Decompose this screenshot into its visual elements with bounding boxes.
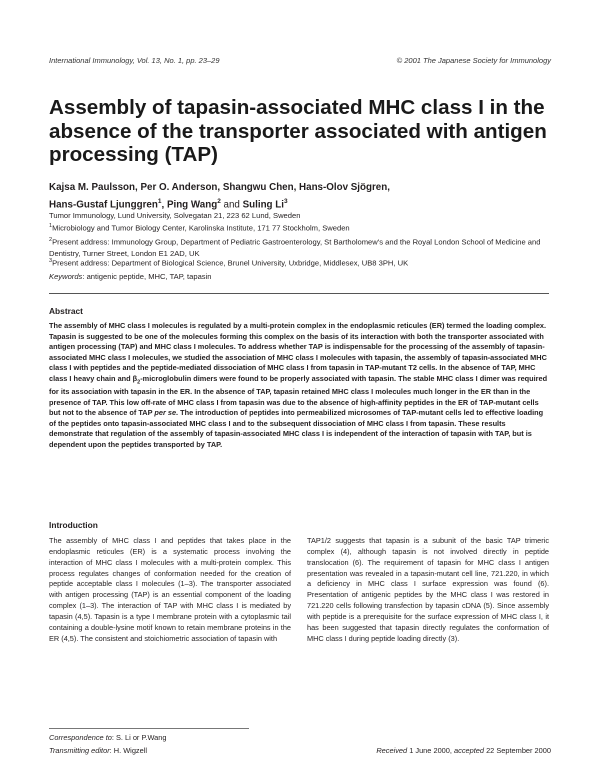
keywords: [49, 272, 212, 281]
keywords-label: Keywords: [49, 272, 83, 281]
affiliation-main: Tumor Immunology, Lund University, Solvegatan 21, 223 62 Lund, Sweden: [49, 211, 301, 220]
journal-citation: International Immunology, Vol. 13, No. 1, pp. 23–29: [49, 56, 220, 65]
affiliation-3: $^3$Present address: Department of Biological Science, Brunel University, Uxbridge, Middlesex, UB8 3PH, UK: [49, 258, 409, 268]
intro-column-right: TAP1/2 suggests that tapasin is a subunit of the basic TAP trimeric complex (4), although tapasin is not involved directly in peptide translocation (6). The requirement of tapasin for MHC class I antigen presentation was revealed in a tapasin-mutant cell line, 721.220, in which a deficiency in MHC class I surface expression was found (6). Presentation of antigenic peptides by the MHC class I was restored in 721.220 cells following transfection by tapasin cDNA (5). Since assembly with peptide is a prerequisite for the surface expression of MHC class I, it has been suggested that tapasin directly regulates the conformation of MHC class I during peptide loading directly (3).: [307, 536, 549, 643]
introduction-heading: Introduction: [49, 520, 98, 530]
author-list: [49, 181, 549, 212]
affiliation-marker: 3: [283, 198, 288, 205]
affiliation-marker: 2: [217, 198, 221, 205]
author-name: Ping Wang: [166, 199, 218, 211]
copyright-notice: © 2001 The Japanese Society for Immunology: [396, 56, 551, 65]
affiliation-2: $^2$Present address: Immunology Group, Department of Pediatric Gastroenterology, St Bartholomew's and the Royal London School of Medicine and Dentistry, Turner Street, London E1 2AD, UK: [49, 237, 541, 258]
keywords-text: : antigenic peptide, MHC, TAP, tapasin: [82, 272, 212, 281]
affiliation-1: $^1$Microbiology and Tumor Biology Center, Karolinska Institute, 171 77 Stockholm, Sweden: [49, 223, 350, 233]
footnote-divider: [49, 728, 249, 729]
abstract-text: The assembly of MHC class I molecules is regulated by a multi-protein complex in the endoplasmic reticules (ER) termed the loading complex. Tapasin is suggested to be one of the molecules forming this complex on the basis of its interaction with both the transporter associated with antigen processing (TAP) and MHC class I molecules. To address whether TAP is indispensable for the processing of the assembly of tapasin-associated MHC class I molecules, we studied the association of MHC class I molecules with tapasin, the assembly of tapasin-associated MHC class I with peptides and the peptide-mediated dissociation of MHC class I from tapasin in TAP-mutant T2 cells. In the absence of TAP, MHC class I heavy chain and $\beta_2$-microglobulin dimers were found to be properly associated with tapasin. The stable MHC class I dimer was required for its association with tapasin in the ER. In the absence of TAP, tapasin retained MHC class I molecules much longer in the ER than in the presence of TAP. This low off-rate of MHC class I from tapasin was due to the absence of high-affinity peptides in the ER of TAP-mutant cells but not to the absence of TAP per se. The introduction of peptides into permeabilized microsomes of TAP-mutant cells led to effective loading of the peptides onto tapasin-associated MHC class I and to the subsequent dissociation of MHC class I from tapasin. These results demonstrate that regulation of the assembly of tapasin-associated MHC class I is independent of the interaction of tapasin with TAP, but is dependent upon the peptides transported by TAP.: [49, 321, 548, 449]
article-title: Assembly of tapasin-associated MHC class I in the absence of the transporter associated with antigen processing (TAP): [49, 96, 547, 166]
transmitting-editor: Transmitting editor: H. Wigzell: [49, 746, 148, 755]
intro-column-left: The assembly of MHC class I and peptides that takes place in the endoplasmic reticules (ER) is a systematic process involving the interaction of MHC class I molecules with a multi-protein complex. This process regulates changes of conformation needed for the creation of peptide acceptable class I molecules (1–3). The transporter associated with antigen processing (TAP) is an essential component of the loading complex (1–3). The interaction of TAP with MHC class I is mediated by tapasin (4,5). Tapasin is a type I membrane protein with a cytoplasmic tail containing a double-lysine motif known to retain membrane proteins in the ER (4,5). The consistent and stoichiometric association of tapasin with: [49, 536, 291, 643]
author-line-1: Kajsa M. Paulsson, Per O. Anderson, Shangwu Chen, Hans-Olov Sjögren,: [49, 182, 390, 193]
author-name: Suling Li: [242, 199, 284, 211]
affiliation-marker: 1: [157, 198, 162, 205]
abstract-heading: Abstract: [49, 306, 83, 316]
correspondence-note: Correspondence to: S. Li or P.Wang: [49, 733, 167, 742]
author-line-2: Hans-Gustaf Ljunggren$^1$, Ping Wang$^2$ and Suling Li$^3$: [49, 198, 288, 211]
author-name: Hans-Gustaf Ljunggren: [49, 199, 158, 211]
received-accepted-dates: Received 1 June 2000, accepted 22 September 2000: [376, 746, 551, 755]
divider: [49, 293, 549, 294]
